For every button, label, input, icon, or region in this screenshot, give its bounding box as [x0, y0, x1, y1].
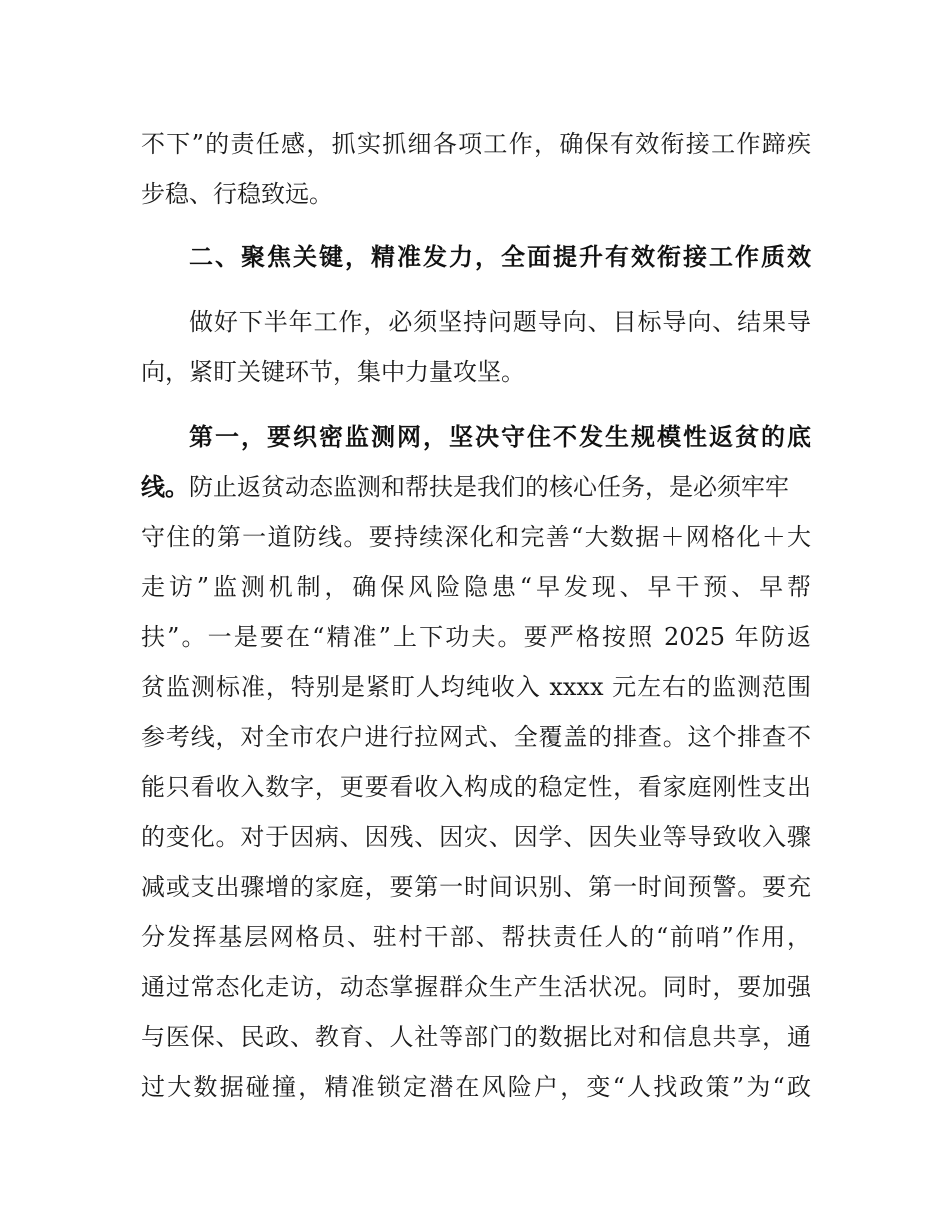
point-body-text: 防止返贫动态监测和帮扶是我们的核心任务，是必须牢牢 — [189, 473, 789, 501]
point-body-line-9: 减或支出骤增的家庭，要第一时间识别、第一时间预警。要充 — [141, 873, 811, 901]
point-body-line-8: 的变化。对于因病、因残、因灾、因学、因失业等导致收入骤 — [141, 823, 811, 851]
section-heading: 二、聚焦关键，精准发力，全面提升有效衔接工作质效 — [189, 243, 811, 271]
point-body-line-2: 守住的第一道防线。要持续深化和完善“大数据＋网格化＋大 — [141, 523, 811, 551]
point-body-line-13: 过大数据碰撞，精准锁定潜在风险户，变“人找政策”为“政 — [141, 1073, 811, 1101]
section-intro-line-1: 做好下半年工作，必须坚持问题导向、目标导向、结果导 — [189, 308, 811, 336]
paragraph-continuation-line-2: 步稳、行稳致远。 — [141, 180, 333, 208]
point-body-line-12: 与医保、民政、教育、人社等部门的数据比对和信息共享，通 — [141, 1023, 811, 1051]
section-intro-line-2: 向，紧盯关键环节，集中力量攻坚。 — [141, 358, 525, 386]
paragraph-continuation-line-1: 不下”的责任感，抓实抓细各项工作，确保有效衔接工作蹄疾 — [141, 130, 811, 158]
point-body-line-10: 分发挥基层网格员、驻村干部、帮扶责任人的“前哨”作用， — [141, 923, 811, 951]
point-body-line-7: 能只看收入数字，更要看收入构成的稳定性，看家庭刚性支出 — [141, 773, 811, 801]
point-title-line-2: 线。 — [141, 473, 189, 501]
point-body-line-4: 扶”。一是要在“精准”上下功夫。要严格按照 2025 年防返 — [141, 623, 811, 651]
point-body-line-5: 贫监测标准，特别是紧盯人均纯收入 xxxx 元左右的监测范围 — [141, 673, 811, 701]
point-body-line-6: 参考线，对全市农户进行拉网式、全覆盖的排查。这个排查不 — [141, 723, 811, 751]
point-body-line-11: 通过常态化走访，动态掌握群众生产生活状况。同时，要加强 — [141, 973, 811, 1001]
point-body-line-1 — [141, 467, 811, 507]
point-body-line-3: 走访”监测机制，确保风险隐患“早发现、早干预、早帮 — [141, 573, 811, 601]
point-title-line-1: 第一，要织密监测网，坚决守住不发生规模性返贫的底 — [189, 423, 811, 451]
